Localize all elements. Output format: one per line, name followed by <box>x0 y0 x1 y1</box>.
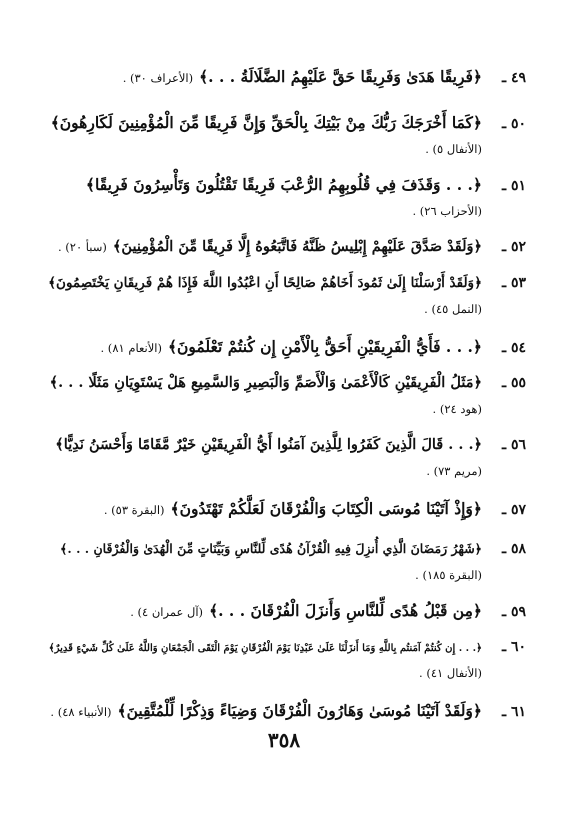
verse-entry <box>48 172 526 224</box>
verse-line <box>48 64 526 90</box>
verse-entry <box>48 270 526 322</box>
verse-number: ٥٢ ـ <box>501 239 526 255</box>
verse-continuation <box>48 136 526 162</box>
page-number: ٣٥٨ <box>267 728 301 752</box>
verse-text: ﴿وَلَقَدْ أَرْسَلْنَا إِلَىٰ ثَمُودَ أَخَاهُمْ صَالِحًا أَنِ اعْبُدُوا اللَّهَ فَإِذَا هُمْ فَرِيقَانِ يَخْتَصِمُونَ﴾ <box>48 275 482 291</box>
verse-line <box>48 234 526 260</box>
verse-number: ٦١ ـ <box>501 704 526 720</box>
verse-number: ٦٠ ـ <box>501 639 526 655</box>
verse-line <box>48 598 526 624</box>
verse-line <box>48 110 526 136</box>
verse-text: ﴿كَمَا أَخْرَجَكَ رَبُّكَ مِنْ بَيْتِكَ بِالْحَقِّ وَإِنَّ فَرِيقًا مِّنَ الْمُؤْمِنِينَ لَكَارِهُونَ﴾ <box>50 113 482 132</box>
verse-line <box>48 634 526 660</box>
verse-line <box>48 496 526 522</box>
verse-line <box>48 536 526 562</box>
verse-number: ٥٧ ـ <box>501 502 526 518</box>
verse-continuation <box>48 198 526 224</box>
verse-number: ٤٩ ـ <box>501 70 526 86</box>
verse-line <box>48 698 526 724</box>
surah-reference: (الأنعام ٨١) . <box>100 341 162 355</box>
verse-text: ﴿شَهْرُ رَمَضَانَ الَّذِي أُنزِلَ فِيهِ الْقُرْآنُ هُدًى لِّلنَّاسِ وَبَيِّنَاتٍ مِّنَ الْهُدَىٰ وَالْفُرْقَانِ . . .﴾ <box>60 541 482 556</box>
verse-entry <box>48 536 526 588</box>
verse-continuation <box>48 296 526 322</box>
surah-reference: (سبأ ٢٠) . <box>57 240 107 254</box>
verse-number: ٥٨ ـ <box>501 541 526 557</box>
surah-reference: (الأنفال ٤١) . <box>419 666 482 680</box>
verse-line <box>48 334 526 360</box>
verse-continuation <box>48 562 526 588</box>
surah-reference: (البقرة ٥٣) . <box>103 503 165 517</box>
surah-reference: (الأعراف ٣٠) . <box>122 71 194 85</box>
verse-line <box>48 432 526 458</box>
verse-text: ﴿وَلَقَدْ آتَيْنَا مُوسَىٰ وَهَارُونَ الْفُرْقَانَ وَضِيَاءً وَذِكْرًا لِّلْمُتَّقِينَ﴾ <box>117 701 482 720</box>
verse-continuation <box>48 396 526 422</box>
verse-text: ﴿مَثَلُ الْفَرِيقَيْنِ كَالْأَعْمَىٰ وَالْأَصَمِّ وَالْبَصِيرِ وَالسَّمِيعِ هَلْ يَسْتَوِيَانِ مَثَلًا . . .﴾ <box>49 374 482 391</box>
verse-number: ٥٥ ـ <box>501 375 526 391</box>
verse-entry <box>48 598 526 624</box>
verse-number: ٥٣ ـ <box>501 275 526 291</box>
verse-line <box>48 270 526 296</box>
surah-reference: (الأنفال ٥) . <box>425 142 482 156</box>
surah-reference: (البقرة ١٨٥) . <box>415 568 482 582</box>
verse-number: ٥٦ ـ <box>501 437 526 453</box>
verse-entry <box>48 234 526 260</box>
verse-line <box>48 172 526 198</box>
surah-reference: (هود ٢٤) . <box>432 402 482 416</box>
verse-line <box>48 370 526 396</box>
verse-text: ﴿. . . قَالَ الَّذِينَ كَفَرُوا لِلَّذِينَ آمَنُوا أَيُّ الْفَرِيقَيْنِ خَيْرٌ مَّقَامًا وَأَحْسَنُ نَدِيًّا﴾ <box>55 436 482 453</box>
surah-reference: (مريم ٧٣) . <box>426 464 482 478</box>
verse-text: ﴿. . . فَأَيُّ الْفَرِيقَيْنِ أَحَقُّ بِالْأَمْنِ إِن كُنتُمْ تَعْلَمُونَ﴾ <box>167 337 482 356</box>
verse-entry <box>48 698 526 724</box>
verse-entry <box>48 432 526 484</box>
verse-number: ٥٤ ـ <box>501 340 526 356</box>
verse-text: ﴿. . . إِن كُنتُمْ آمَنتُم بِاللَّهِ وَمَا أَنزَلْنَا عَلَىٰ عَبْدِنَا يَوْمَ الْفُرْقَانِ يَوْمَ الْتَقَى الْجَمْعَانِ وَاللَّهُ عَلَىٰ كُلِّ شَيْءٍ قَدِيرٌ﴾ <box>48 643 482 654</box>
verse-entry <box>48 634 526 686</box>
verse-entry <box>48 334 526 360</box>
verse-number: ٥٩ ـ <box>501 604 526 620</box>
surah-reference: (الأنبياء ٤٨) . <box>50 705 112 719</box>
surah-reference: (النمل ٤٥) . <box>424 302 482 316</box>
verse-entry <box>48 496 526 522</box>
verse-continuation <box>48 458 526 484</box>
verse-entry <box>48 110 526 162</box>
surah-reference: (آل عمران ٤) . <box>130 605 204 619</box>
verse-text: ﴿مِن قَبْلُ هُدًى لِّلنَّاسِ وَأَنزَلَ الْفُرْقَانَ . . .﴾ <box>209 601 482 620</box>
verse-number: ٥٠ ـ <box>501 116 526 132</box>
verse-number: ٥١ ـ <box>501 178 526 194</box>
verse-text: ﴿. . . وَقَذَفَ فِي قُلُوبِهِمُ الرُّعْبَ فَرِيقًا تَقْتُلُونَ وَتَأْسِرُونَ فَرِيقًا﴾ <box>85 175 482 194</box>
verse-continuation <box>48 660 526 686</box>
verse-text: ﴿وَلَقَدْ صَدَّقَ عَلَيْهِمْ إِبْلِيسُ ظَنَّهُ فَاتَّبَعُوهُ إِلَّا فَرِيقًا مِّنَ الْمُؤْمِنِينَ﴾ <box>112 238 482 255</box>
verse-entry <box>48 64 526 90</box>
verse-text: ﴿فَرِيقًا هَدَىٰ وَفَرِيقًا حَقَّ عَلَيْهِمُ الضَّلَالَةُ . . .﴾ <box>199 67 482 86</box>
surah-reference: (الأحزاب ٢٦) . <box>412 204 482 218</box>
verse-text: ﴿وَإِذْ آتَيْنَا مُوسَى الْكِتَابَ وَالْفُرْقَانَ لَعَلَّكُمْ تَهْتَدُونَ﴾ <box>170 499 482 518</box>
verse-entry <box>48 370 526 422</box>
